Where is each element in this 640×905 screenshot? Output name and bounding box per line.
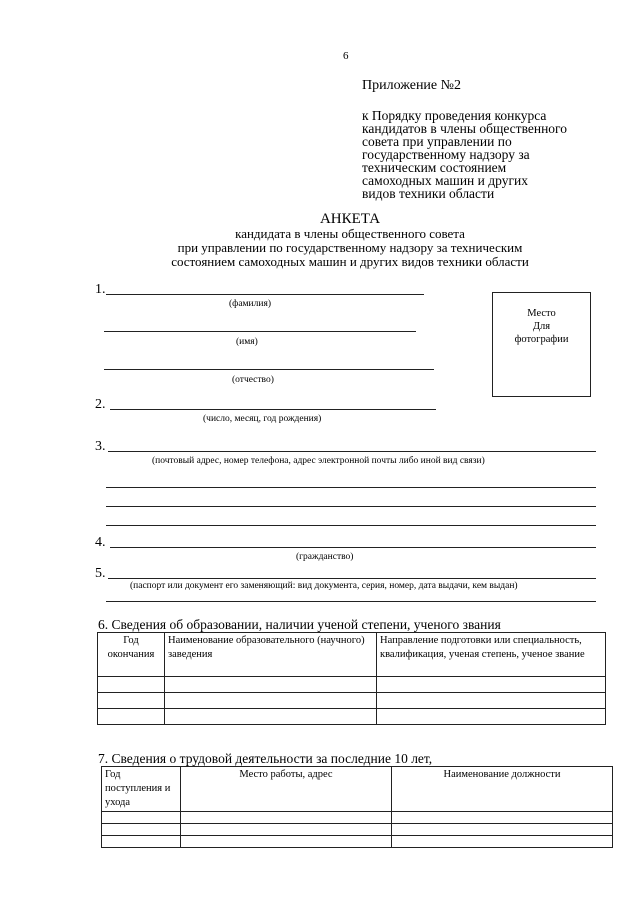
table-header-row xyxy=(102,767,613,812)
table-row xyxy=(102,836,613,848)
table-header-row xyxy=(98,633,606,677)
form-subtitle xyxy=(60,227,640,269)
surname-field[interactable] xyxy=(106,294,424,295)
table-cell[interactable] xyxy=(102,824,181,836)
table-cell[interactable] xyxy=(181,824,392,836)
address-caption: (почтовый адрес, номер телефона, адрес электронной почты либо иной вид связи) xyxy=(152,456,485,466)
education-table xyxy=(97,632,606,725)
birth-date-field[interactable] xyxy=(110,409,436,410)
photo-label-line: Место xyxy=(527,308,556,319)
photo-placeholder xyxy=(492,292,591,397)
appendix-line: совета при управлении по xyxy=(362,134,512,149)
column-header: Наименование образовательного (научного) заведения xyxy=(165,633,377,677)
table-cell[interactable] xyxy=(377,709,606,725)
subtitle-line: состоянием самоходных машин и других видов техники области xyxy=(171,254,529,269)
table-row xyxy=(98,693,606,709)
passport-line-extra[interactable] xyxy=(106,601,596,602)
appendix-text xyxy=(362,109,567,200)
column-header: Направление подготовки или специальность, квалификация, ученая степень, ученое звание xyxy=(377,633,606,677)
surname-caption: (фамилия) xyxy=(229,299,271,309)
patronymic-caption: (отчество) xyxy=(232,375,274,385)
table-row xyxy=(98,677,606,693)
birth-caption: (число, месяц, год рождения) xyxy=(203,414,322,424)
form-title: АНКЕТА xyxy=(319,211,381,227)
appendix-title: Приложение №2 xyxy=(362,78,461,93)
appendix-line: самоходных машин и других xyxy=(362,173,528,188)
appendix-line: государственному надзору за xyxy=(362,147,530,162)
table-cell[interactable] xyxy=(377,677,606,693)
table-cell[interactable] xyxy=(392,812,613,824)
field-3-number: 3. xyxy=(95,439,106,454)
name-field[interactable] xyxy=(104,331,416,332)
table-row xyxy=(102,824,613,836)
address-field[interactable] xyxy=(108,451,596,452)
column-header: Наименование должности xyxy=(392,767,613,812)
citizenship-caption: (гражданство) xyxy=(296,552,354,562)
passport-caption: (паспорт или документ его заменяющий: вид документа, серия, номер, дата выдачи, кем выдан) xyxy=(130,581,518,591)
column-header: Место работы, адрес xyxy=(181,767,392,812)
photo-label-line: фотографии xyxy=(514,334,569,345)
table-cell[interactable] xyxy=(102,836,181,848)
table-cell[interactable] xyxy=(181,836,392,848)
citizenship-field[interactable] xyxy=(110,547,596,548)
page-number: 6 xyxy=(343,50,349,62)
address-line-extra[interactable] xyxy=(106,506,596,507)
table-cell[interactable] xyxy=(165,677,377,693)
table-cell[interactable] xyxy=(98,677,165,693)
table-cell[interactable] xyxy=(98,693,165,709)
table-cell[interactable] xyxy=(102,812,181,824)
table-cell[interactable] xyxy=(98,709,165,725)
table-cell[interactable] xyxy=(165,709,377,725)
table-row xyxy=(98,709,606,725)
table-cell[interactable] xyxy=(165,693,377,709)
field-1-number: 1. xyxy=(95,282,106,297)
table-row xyxy=(102,812,613,824)
appendix-line: кандидатов в члены общественного xyxy=(362,121,568,136)
address-line-extra[interactable] xyxy=(106,525,596,526)
subtitle-line: кандидата в члены общественного совета xyxy=(235,226,465,241)
appendix-line: к Порядку проведения конкурса xyxy=(362,108,547,123)
table-cell[interactable] xyxy=(392,824,613,836)
employment-heading: 7. Сведения о трудовой деятельности за последние 10 лет, xyxy=(98,751,433,766)
passport-field[interactable] xyxy=(108,578,596,579)
appendix-line: техническим состоянием xyxy=(362,160,507,175)
table-cell[interactable] xyxy=(181,812,392,824)
education-heading: 6. Сведения об образовании, наличии ученой степени, ученого звания xyxy=(98,617,501,632)
employment-table xyxy=(101,766,613,848)
address-line-extra[interactable] xyxy=(106,487,596,488)
appendix-line: видов техники области xyxy=(362,186,495,201)
column-header: Год поступления и ухода xyxy=(102,767,181,812)
field-5-number: 5. xyxy=(95,566,106,581)
column-header: Год окончания xyxy=(98,633,165,677)
name-caption: (имя) xyxy=(236,337,258,347)
subtitle-line: при управлении по государственному надзору за техническим xyxy=(177,240,523,255)
patronymic-field[interactable] xyxy=(104,369,434,370)
field-2-number: 2. xyxy=(95,397,106,412)
field-4-number: 4. xyxy=(95,535,106,550)
table-cell[interactable] xyxy=(377,693,606,709)
table-cell[interactable] xyxy=(392,836,613,848)
photo-label-line: Для xyxy=(532,321,551,332)
